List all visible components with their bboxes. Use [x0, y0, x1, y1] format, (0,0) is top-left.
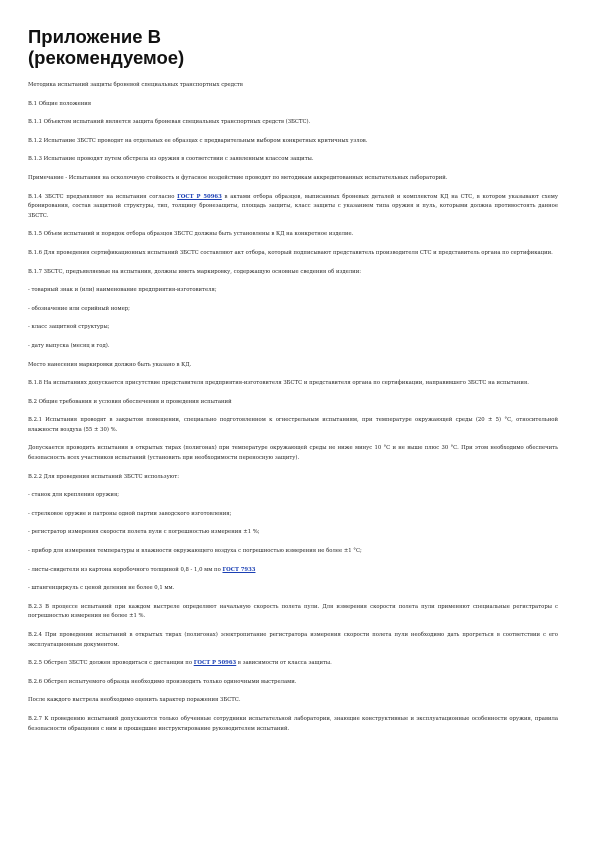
paragraph — [28, 715, 558, 734]
paragraph — [28, 528, 558, 538]
paragraph-text: В.1.8 На испытаниях допускается присутствие представителя предприятия-изготовителя ЗБСТС и представителя органа по сертификации, направившего ЗБСТС на испытания. — [28, 380, 529, 387]
paragraph-text: В.2.1 Испытания проводят в закрытом помещении, специально подготовленном к огнестрельным испытаниям, при температуре окружающей среды (20 ± 5) °С, относительной влажности воздуха (55 ± 30) %. — [28, 417, 558, 433]
paragraph-text: В.2 Общие требования и условия обеспечения и проведения испытаний — [28, 398, 232, 405]
paragraph-text: В.1.1 Объектом испытаний является защита броневая специальных транспортных средств (ЗБСТС). — [28, 119, 311, 126]
paragraph-text: в зависимости от класса защиты. — [236, 660, 332, 667]
paragraph — [28, 249, 558, 259]
paragraph-text: - обозначение или серийный номер; — [28, 305, 130, 312]
paragraph-text: В.1.5 Объем испытаний и порядок отбора образцов ЗБСТС должны быть установлены в КД на конкретное изделие. — [28, 231, 354, 238]
paragraph-text: В.2.4 При проведении испытаний в открытых тирах (полигонах) электропитание регистратора измерения скорости полета пули необходимо дать прогреться в соответствии с его эксплуатационным документом. — [28, 632, 558, 648]
paragraph — [28, 398, 558, 408]
paragraph — [28, 174, 558, 184]
paragraph-text: В.2.2 Для проведения испытаний ЗБСТС используют: — [28, 473, 180, 480]
paragraph-text: - регистратор измерения скорости полета пули с погрешностью измерения ±1 %; — [28, 529, 260, 536]
paragraph — [28, 659, 558, 669]
paragraph-text: Допускается проводить испытания в открытых тирах (полигонах) при температуре окружающей среды не ниже минус 10 °С и не выше плюс 30 °С. При этом необходимо обеспечить безопасность всех участников испытаний (установить при необходимости переносную защиту). — [28, 445, 558, 462]
paragraph-text: После каждого выстрела необходимо оценить характер поражения ЗБСТС. — [28, 697, 241, 704]
paragraph-text: В.2.3 В процессе испытаний при каждом выстреле определяют начальную скорость полета пули. Для измерения скорости полета пули применяют специальные регистраторы с погрешностью измерения не более ±1 %. — [28, 603, 558, 620]
paragraph — [28, 342, 558, 352]
paragraph-text: Методика испытаний защиты броневой специальных транспортных средств — [28, 82, 243, 88]
document-title — [28, 26, 558, 68]
document-page — [28, 26, 558, 743]
paragraph — [28, 510, 558, 520]
standard-link[interactable]: ГОСТ Р 50963 — [193, 660, 237, 667]
paragraph-text: - стрелковое оружие и патроны одной партии заводского изготовления; — [28, 510, 232, 517]
paragraph — [28, 323, 558, 333]
paragraph-text: в актами отбора образцов, выписанных броневых деталей и комплектом КД на СТС, в котором указывают схему бронирования, состав защитной структуры, тип, толщину бронезащиты, площадь защиты, класс защиты с указанием типа оружия и пуль, которыми должна противостоять данное ЗБСТС. — [28, 193, 558, 219]
paragraph-text: - прибор для измерения температуры и влажности окружающего воздуха с погрешностью измерения не более ±1 °С; — [28, 548, 362, 555]
paragraph-text: - станок для крепления оружия; — [28, 492, 120, 499]
title-line: (рекомендуемое) — [28, 47, 185, 68]
paragraph — [28, 81, 558, 91]
paragraph — [28, 603, 558, 622]
paragraph — [28, 286, 558, 296]
paragraph — [28, 566, 558, 576]
paragraph — [28, 155, 558, 165]
paragraph — [28, 361, 558, 371]
paragraph — [28, 230, 558, 240]
paragraph-text: - класс защитной структуры; — [28, 324, 110, 331]
paragraph — [28, 379, 558, 389]
document-body — [28, 81, 558, 734]
paragraph-text: В.1.3 Испытание проводят путем обстрела из оружия в соответствии с заявленным классом защиты. — [28, 156, 314, 163]
paragraph — [28, 137, 558, 147]
paragraph-text: В.1.7 ЗБСТС, предъявляемые на испытания, должны иметь маркировку, содержащую основные сведения об изделии: — [28, 268, 362, 275]
paragraph-text: В.1 Общие положения — [28, 100, 92, 107]
paragraph-text: В.2.7 К проведению испытаний допускаются только обученные сотрудники испытательной лаборатории, знающие конструктивные и эксплуатационные особенности оружия, правила безопасности обращения с ним и прошедшие инструктирование руководителем испытаний. — [28, 715, 558, 732]
paragraph-text: В.2.5 Обстрел ЗБСТС должен проводиться с дистанции по — [28, 660, 194, 667]
paragraph — [28, 268, 558, 278]
paragraph — [28, 473, 558, 483]
paragraph — [28, 696, 558, 706]
paragraph-text: - листы-свидетели из картона коробочного толщиной 0,8 - 1,0 мм по — [28, 566, 223, 573]
title-line: Приложение В — [28, 26, 162, 47]
standard-link[interactable]: ГОСТ 7933 — [222, 566, 256, 573]
paragraph — [28, 491, 558, 501]
paragraph-text: В.1.6 Для проведения сертификационных испытаний ЗБСТС составляют акт отбора, который подписывают представитель производителя СТС и представитель органа по сертификации. — [28, 249, 553, 256]
paragraph — [28, 416, 558, 435]
paragraph — [28, 193, 558, 222]
paragraph-text: В.2.6 Обстрел испытуемого образца необходимо производить только одиночными выстрелами. — [28, 678, 297, 685]
paragraph — [28, 100, 558, 110]
paragraph — [28, 444, 558, 463]
paragraph — [28, 678, 558, 688]
paragraph — [28, 547, 558, 557]
paragraph — [28, 631, 558, 650]
paragraph — [28, 584, 558, 594]
paragraph-text: В.1.2 Испытание ЗБСТС проводят на отдельных ее образцах с предварительным выбором конкретных критичных узлов. — [28, 137, 368, 144]
paragraph-text: В.1.4 ЗБСТС предъявляют на испытания согласно — [28, 193, 178, 200]
paragraph-text: Место нанесения маркировки должно быть указано в КД. — [28, 361, 192, 368]
paragraph-text: - товарный знак и (или) наименование предприятия-изготовителя; — [28, 287, 217, 294]
paragraph-text: Примечание - Испытания на осколочную стойкость и фугасное воздействие проводят по методикам аккредитованных испытательных лабораторий. — [28, 174, 448, 181]
paragraph — [28, 305, 558, 315]
paragraph-text: - штангенциркуль с ценой деления не более 0,1 мм. — [28, 585, 175, 592]
paragraph-text: - дату выпуска (месяц и год). — [28, 342, 110, 349]
paragraph — [28, 118, 558, 128]
standard-link[interactable]: ГОСТ Р 50963 — [177, 193, 222, 200]
